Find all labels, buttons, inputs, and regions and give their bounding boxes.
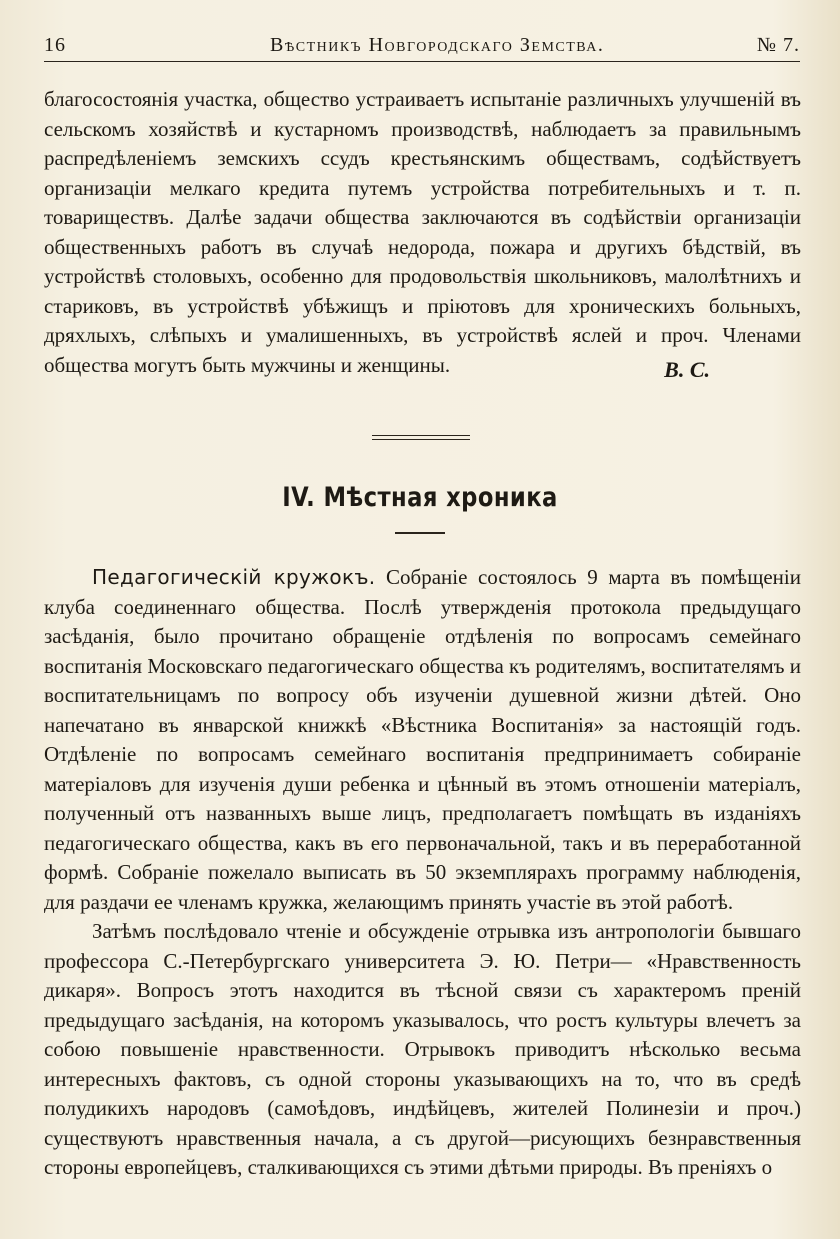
top-paragraph-text: благосостоянія участка, общество устраиваетъ испытаніе различныхъ улучшеній въ сельскомъ хозяйствѣ и кустарномъ производствѣ, наблюдаетъ за правильнымъ распредѣленіемъ земскихъ ссудъ крестьянскимъ обществамъ, содѣйствуетъ организаціи мелкаго кредита путемъ устройства потребительныхъ и т. п. товариществъ. Далѣе задачи общества заключаются въ содѣйствіи организаціи общественныхъ работъ въ случаѣ недорода, пожара и другихъ бѣдствій, въ устройствѣ столовыхъ, особенно для продовольствія школьниковъ, малолѣтнихъ и стариковъ, въ устройствѣ убѣжищъ и пріютовъ для хроническихъ больныхъ, дряхлыхъ, слѣпыхъ и умалишенныхъ, въ устройствѣ яслей и проч. Членами общества могутъ быть мужчины и женщины. xyxy=(44,87,801,377)
issue-number: № 7. xyxy=(756,34,800,56)
paragraph-body: Собраніе состоялось 9 марта въ помѣщеніи клуба соединеннаго общества. Послѣ утвержденія протокола предыдущаго засѣданія, было прочитано обращеніе отдѣленія по вопросамъ семейнаго воспитанія Московскаго педагогическаго общества къ родителямъ, воспитателямъ и воспитательницамъ по вопросу объ изученіи душевной жизни дѣтей. Оно напечатано въ январской книжкѣ «Вѣстника Воспитанія» за настоящій годъ. Отдѣленіе по вопросамъ семейнаго воспитанія предпринимаетъ собираніе матеріаловъ для изученія души ребенка и цѣнный въ этомъ отношеніи матеріалъ, полученный отъ названныхъ выше лицъ, предполагаетъ помѣщать въ изданіяхъ педагогическаго общества, какъ въ его первоначальной, такъ и въ переработанной формѣ. Собраніе пожелало выписать въ 50 экземплярахъ программу наблюденія, для раздачи ее членамъ кружка, желающимъ принять участіе въ этой работѣ. xyxy=(44,565,802,914)
section-divider xyxy=(372,435,470,443)
header-rule xyxy=(44,61,800,62)
author-signature: В. С. xyxy=(664,357,710,382)
top-paragraph xyxy=(44,85,801,380)
paragraph-pedagogical-circle xyxy=(44,563,801,917)
section-heading: IV. Мѣстная хроника xyxy=(282,482,558,513)
page-number: 16 xyxy=(44,34,66,56)
paragraph-reading: Затѣмъ послѣдовало чтеніе и обсужденіе отрывка изъ антропологіи бывшаго профессора С.-Петербургскаго университета Э. Ю. Петри— «Нравственность дикаря». Вопросъ этотъ находится въ тѣсной связи съ характеромъ преній предыдущаго засѣданія, на которомъ указывалось, что ростъ культуры влечетъ за собою повышеніе нравственности. Отрывокъ приводитъ нѣсколько весьма интересныхъ фактовъ, съ одной стороны указывающихъ на то, что въ средѣ полудикихъ народовъ (самоѣдовъ, индѣйцевъ, жителей Полинезіи и проч.) существуютъ нравственныя начала, а съ другой—рисующихъ безнравственныя стороны европейцевъ, сталкивающихся съ этими дѣтьми природы. Въ преніяхъ о xyxy=(44,919,801,1179)
paragraph-lead: Педагогическій кружокъ. xyxy=(92,565,376,589)
running-header xyxy=(44,30,800,64)
journal-title: Вѣстникъ Новгородскаго Земства. xyxy=(270,34,605,56)
chronicle-body xyxy=(44,563,801,1183)
heading-rule xyxy=(395,532,445,534)
